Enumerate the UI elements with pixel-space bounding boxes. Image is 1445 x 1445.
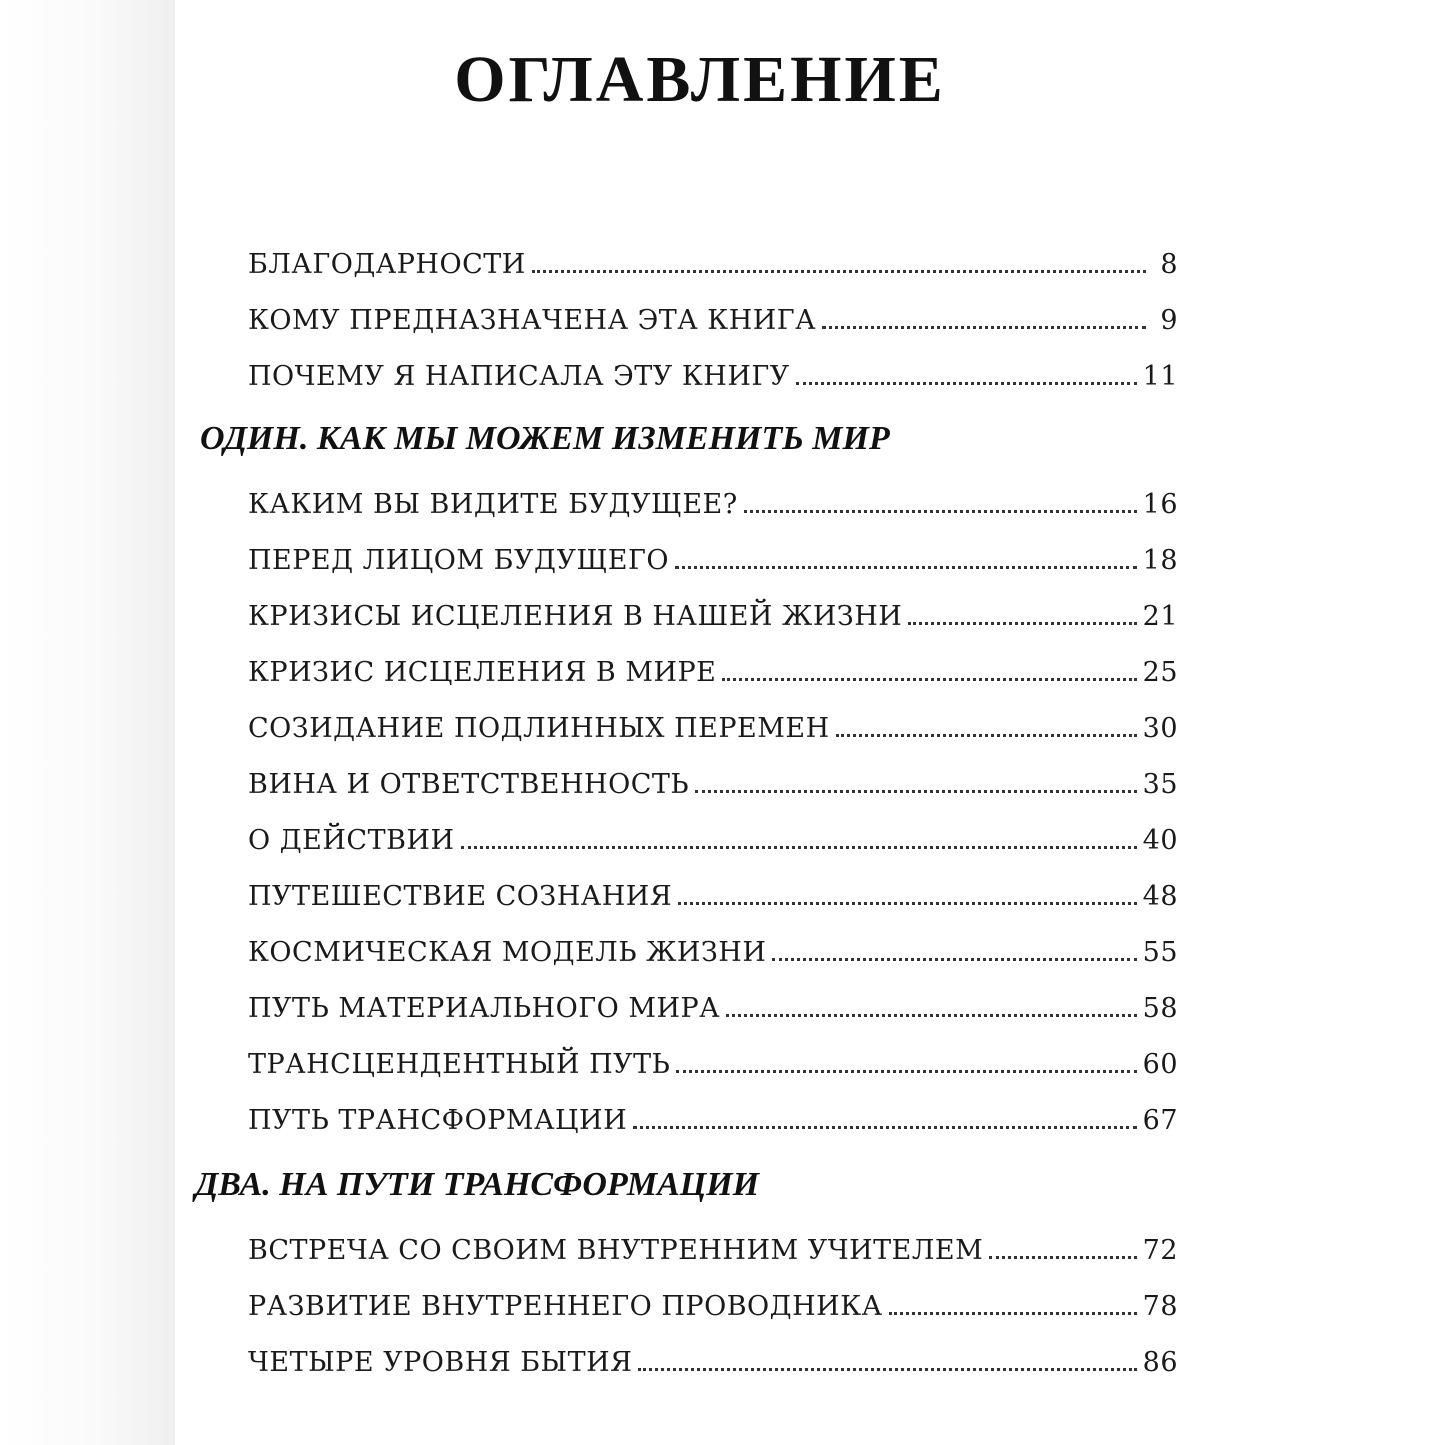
toc-entry-page: 25 xyxy=(1142,657,1178,688)
toc-leader-dots xyxy=(722,677,1136,681)
page-title: ОГЛАВЛЕНИЕ xyxy=(454,43,946,116)
toc-entry-label: ПОЧЕМУ Я НАПИСАЛА ЭТУ КНИГУ xyxy=(248,361,790,392)
toc-entry-page: 55 xyxy=(1142,937,1178,968)
toc-entry-label: ТРАНСЦЕНДЕНТНЫЙ ПУТЬ xyxy=(248,1049,671,1080)
toc-entry-page: 78 xyxy=(1142,1291,1178,1322)
toc-entry xyxy=(248,924,1178,968)
toc-entry xyxy=(248,292,1178,336)
toc-leader-dots xyxy=(908,621,1136,625)
toc-entry-label: КАКИМ ВЫ ВИДИТЕ БУДУЩЕЕ? xyxy=(248,489,738,520)
toc-leader-dots xyxy=(726,1013,1137,1017)
toc-entry xyxy=(248,236,1178,280)
toc-entry-page: 11 xyxy=(1142,361,1178,392)
toc-entry xyxy=(248,588,1178,632)
toc-entry xyxy=(248,1036,1178,1080)
toc-leader-dots xyxy=(796,381,1137,385)
toc-entry-page: 72 xyxy=(1142,1235,1178,1266)
toc-entry-page: 16 xyxy=(1142,489,1178,520)
toc-leader-dots xyxy=(744,509,1137,513)
toc-entry-label: РАЗВИТИЕ ВНУТРЕННЕГО ПРОВОДНИКА xyxy=(248,1291,883,1322)
toc-entry xyxy=(248,756,1178,800)
toc-entry xyxy=(248,1222,1178,1266)
toc-entry xyxy=(248,644,1178,688)
toc-leader-dots xyxy=(836,733,1137,737)
toc-entry-page: 48 xyxy=(1142,881,1178,912)
toc-leader-dots xyxy=(675,565,1137,569)
toc-entry xyxy=(248,812,1178,856)
toc-leader-dots xyxy=(889,1311,1137,1315)
toc-entry-label: ВСТРЕЧА СО СВОИМ ВНУТРЕННИМ УЧИТЕЛЕМ xyxy=(248,1235,984,1266)
toc-entry-page: 35 xyxy=(1142,769,1178,800)
section-heading-one: ОДИН. КАК МЫ МОЖЕМ ИЗМЕНИТЬ МИР xyxy=(200,420,890,457)
toc-entry-label: КРИЗИС ИСЦЕЛЕНИЯ В МИРЕ xyxy=(248,657,717,688)
toc-entry-label: КРИЗИСЫ ИСЦЕЛЕНИЯ В НАШЕЙ ЖИЗНИ xyxy=(248,601,903,632)
toc-entry-label: ПУТЬ ТРАНСФОРМАЦИИ xyxy=(248,1105,628,1136)
toc-entry-page: 58 xyxy=(1142,993,1178,1024)
toc-leader-dots xyxy=(676,1069,1136,1073)
section-heading-two: ДВА. НА ПУТИ ТРАНСФОРМАЦИИ xyxy=(195,1166,760,1203)
toc-leader-dots xyxy=(532,269,1146,273)
toc-entry xyxy=(248,1278,1178,1322)
toc-entry-label: ПУТЬ МАТЕРИАЛЬНОГО МИРА xyxy=(248,993,721,1024)
toc-entry-page: 40 xyxy=(1142,825,1178,856)
toc-entry-label: КОСМИЧЕСКАЯ МОДЕЛЬ ЖИЗНИ xyxy=(248,937,767,968)
toc-entry-page: 21 xyxy=(1142,601,1178,632)
toc-entry-page: 8 xyxy=(1160,249,1178,280)
toc-entry-page: 30 xyxy=(1142,713,1178,744)
toc-entry xyxy=(248,532,1178,576)
toc-entry-page: 9 xyxy=(1160,305,1178,336)
toc-entry xyxy=(248,868,1178,912)
toc-entry-label: ЧЕТЫРЕ УРОВНЯ БЫТИЯ xyxy=(248,1347,633,1378)
toc-leader-dots xyxy=(461,845,1137,849)
toc-entry-label: КОМУ ПРЕДНАЗНАЧЕНА ЭТА КНИГА xyxy=(248,305,817,336)
toc-entry-page: 86 xyxy=(1142,1347,1178,1378)
toc-entry-label: ПЕРЕД ЛИЦОМ БУДУЩЕГО xyxy=(248,545,669,576)
toc-entry-label: СОЗИДАНИЕ ПОДЛИННЫХ ПЕРЕМЕН xyxy=(248,713,830,744)
toc-leader-dots xyxy=(772,957,1136,961)
toc-entry-page: 67 xyxy=(1142,1105,1178,1136)
toc-leader-dots xyxy=(822,325,1146,329)
toc-entry xyxy=(248,348,1178,392)
toc-entry-label: БЛАГОДАРНОСТИ xyxy=(248,249,526,280)
toc-entry xyxy=(248,1334,1178,1378)
toc-entry xyxy=(248,980,1178,1024)
toc-leader-dots xyxy=(678,901,1136,905)
toc-entry-page: 60 xyxy=(1142,1049,1178,1080)
toc-leader-dots xyxy=(633,1125,1137,1129)
toc-entry xyxy=(248,1092,1178,1136)
toc-entry-page: 18 xyxy=(1142,545,1178,576)
toc-entry-label: ВИНА И ОТВЕТСТВЕННОСТЬ xyxy=(248,769,690,800)
toc-leader-dots xyxy=(695,789,1137,793)
toc-entry xyxy=(248,700,1178,744)
toc-entry xyxy=(248,476,1178,520)
toc-leader-dots xyxy=(638,1367,1136,1371)
toc-entry-label: ПУТЕШЕСТВИЕ СОЗНАНИЯ xyxy=(248,881,673,912)
toc-leader-dots xyxy=(989,1255,1136,1259)
toc-entry-label: О ДЕЙСТВИИ xyxy=(248,825,455,856)
